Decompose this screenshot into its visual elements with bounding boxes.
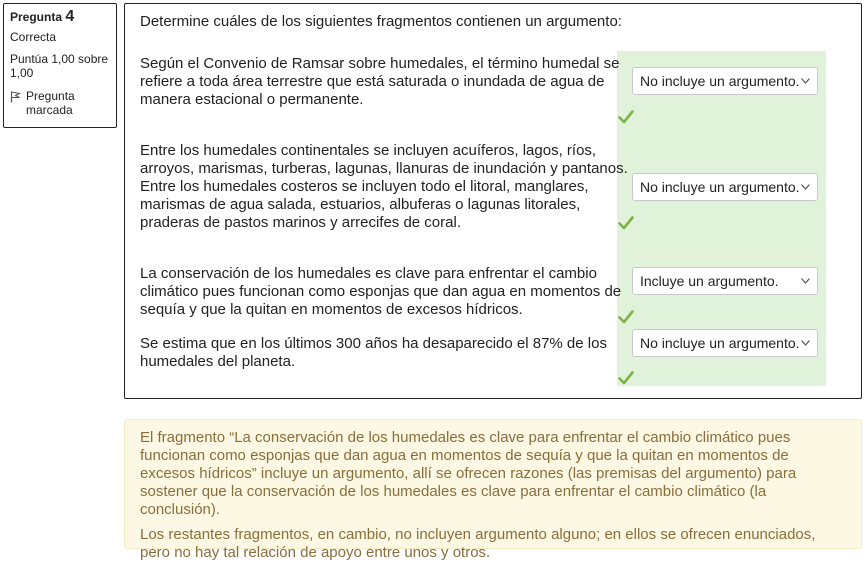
chevron-down-icon — [801, 340, 810, 346]
fragment-line: Según el Convenio de Ramsar sobre humedales, el término humedal se — [140, 55, 620, 72]
fragment-line: Se estima que en los últimos 300 años ha desaparecido el 87% de los — [140, 335, 607, 352]
flag-label: Pregunta marcada — [26, 89, 75, 117]
question-content — [124, 3, 862, 399]
question-number-value: 4 — [65, 8, 75, 25]
question-number — [10, 10, 110, 24]
fragment-line: refiere a toda área terrestre que está saturada o inundada de agua de — [140, 73, 605, 90]
fragment-line: climático pues funcionan como esponjas que dan agua en momentos de — [140, 283, 622, 300]
check-icon — [618, 216, 634, 230]
check-icon — [618, 310, 634, 324]
check-icon — [618, 371, 634, 385]
flag-question-button[interactable] — [10, 89, 110, 117]
question-text: Determine cuáles de los siguientes fragmentos contienen un argumento: — [140, 13, 622, 30]
fragment-4 — [140, 335, 607, 371]
fragment-1 — [140, 55, 619, 109]
fragment-line: Entre los humedales costeros se incluyen todo el litoral, manglares, — [140, 178, 589, 195]
answer-select-value: No incluye un argumento. — [640, 179, 800, 195]
fragment-line: Entre los humedales continentales se incluyen acuíferos, lagos, ríos, — [140, 142, 597, 159]
answer-select-2[interactable] — [632, 173, 818, 201]
question-state: Correcta — [10, 30, 57, 44]
fragment-line: sequía y que la quitan en momentos de excesos hídricos. — [140, 301, 523, 318]
chevron-down-icon — [801, 78, 810, 84]
fragment-3 — [140, 265, 621, 319]
answer-select-3[interactable] — [632, 267, 818, 295]
fragment-2 — [140, 142, 628, 232]
feedback-paragraph-2: Los restantes fragmentos, en cambio, no incluyen argumento alguno; en ellos se ofrecen enunciados, pero no hay tal relación de apoyo entre unos y otros. — [140, 526, 816, 561]
fragment-line: La conservación de los humedales es clave para enfrentar el cambio — [140, 265, 597, 282]
fragment-line: marismas de agua salada, estuarios, albuferas o lagunas litorales, — [140, 196, 581, 213]
check-icon — [618, 110, 634, 124]
feedback-paragraph-1: El fragmento “La conservación de los humedales es clave para enfrentar el cambio climático pues funcionan como esponjas que dan agua en momentos de sequía y que la quitan en momentos de excesos hídricos” incluye un argumento, allí se ofrecen razones (las premisas del argumento) para sostener que la conservación de los humedales es clave para enfrentar el cambio climático (la conclusión). — [140, 429, 797, 518]
chevron-down-icon — [801, 278, 810, 284]
flag-icon — [10, 91, 21, 103]
question-info — [3, 3, 117, 128]
fragment-line: arroyos, marismas, turberas, lagunas, llanuras de inundación y pantanos. — [140, 160, 628, 177]
fragment-line: praderas de pastos marinos y arrecifes de coral. — [140, 214, 461, 231]
fragment-line: humedales del planeta. — [140, 353, 296, 370]
answer-select-value: No incluye un argumento. — [640, 73, 800, 89]
question-grade: Puntúa 1,00 sobre 1,00 — [10, 52, 109, 80]
chevron-down-icon — [801, 184, 810, 190]
question-label: Pregunta — [10, 10, 63, 24]
answer-select-value: No incluye un argumento. — [640, 335, 800, 351]
answer-select-value: Incluye un argumento. — [640, 273, 779, 289]
general-feedback — [124, 419, 862, 561]
answer-select-1[interactable] — [632, 67, 818, 95]
answer-select-4[interactable] — [632, 329, 818, 357]
fragment-line: manera estacional o permanente. — [140, 91, 364, 108]
